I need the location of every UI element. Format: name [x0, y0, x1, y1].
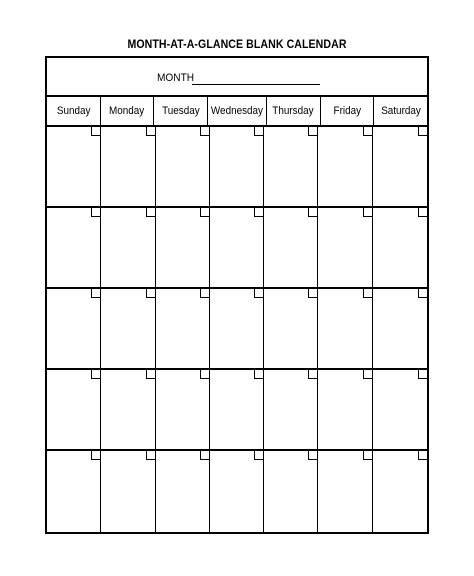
date-number-box: [91, 208, 100, 217]
weekday-header-monday: [101, 97, 155, 125]
date-number-box: [308, 451, 317, 460]
weekday-header-tuesday: [154, 97, 208, 125]
day-cell: [210, 289, 264, 370]
weekday-label: Monday: [109, 105, 145, 117]
date-number-box: [146, 127, 155, 136]
day-cell: [373, 451, 427, 532]
day-cell: [156, 370, 210, 451]
day-cell: [210, 127, 264, 208]
date-number-box: [200, 289, 209, 298]
day-cell: [156, 208, 210, 289]
date-number-box: [254, 451, 263, 460]
date-number-box: [200, 370, 209, 379]
date-number-box: [254, 370, 263, 379]
day-cell: [318, 208, 372, 289]
day-cell: [101, 451, 155, 532]
date-number-box: [418, 451, 427, 460]
day-cell: [210, 208, 264, 289]
day-cell: [156, 451, 210, 532]
day-cell: [318, 289, 372, 370]
date-number-box: [418, 127, 427, 136]
day-cell: [264, 370, 318, 451]
weekday-label: Wednesday: [210, 105, 264, 117]
date-number-box: [308, 370, 317, 379]
day-cell: [373, 208, 427, 289]
date-number-box: [91, 370, 100, 379]
date-number-box: [146, 208, 155, 217]
date-number-box: [418, 208, 427, 217]
day-cell: [264, 451, 318, 532]
day-cell: [318, 370, 372, 451]
day-cell: [210, 370, 264, 451]
month-label: MONTH: [157, 72, 195, 84]
date-number-box: [91, 127, 100, 136]
day-cell: [47, 289, 101, 370]
date-number-box: [363, 127, 372, 136]
day-cell: [264, 127, 318, 208]
month-row: [47, 58, 427, 97]
date-number-box: [91, 289, 100, 298]
day-cell: [47, 451, 101, 532]
weekday-header-wednesday: [208, 97, 267, 125]
day-cell: [373, 127, 427, 208]
date-number-box: [146, 451, 155, 460]
day-cell: [47, 127, 101, 208]
weekday-label: Saturday: [380, 105, 421, 117]
day-cell: [101, 127, 155, 208]
day-cell: [373, 289, 427, 370]
date-number-box: [363, 289, 372, 298]
date-number-box: [254, 289, 263, 298]
date-number-box: [254, 127, 263, 136]
date-number-box: [308, 127, 317, 136]
date-number-box: [418, 370, 427, 379]
day-cell: [264, 289, 318, 370]
date-number-box: [146, 370, 155, 379]
date-number-box: [200, 208, 209, 217]
date-number-box: [308, 289, 317, 298]
date-number-box: [200, 127, 209, 136]
date-number-box: [200, 451, 209, 460]
day-cell: [101, 370, 155, 451]
day-cell: [210, 451, 264, 532]
date-number-box: [254, 208, 263, 217]
date-number-box: [146, 289, 155, 298]
date-number-box: [363, 370, 372, 379]
date-number-box: [363, 208, 372, 217]
weekday-label: Friday: [333, 105, 361, 117]
weekday-label: Tuesday: [161, 105, 200, 117]
date-number-box: [363, 451, 372, 460]
day-cell: [318, 451, 372, 532]
weekday-header-friday: [321, 97, 375, 125]
day-cell: [47, 208, 101, 289]
date-number-box: [308, 208, 317, 217]
day-cell: [373, 370, 427, 451]
month-fill-line: [192, 84, 320, 85]
day-cell: [318, 127, 372, 208]
page-title: MONTH-AT-A-GLANCE BLANK CALENDAR: [127, 37, 347, 51]
day-grid: [47, 127, 427, 532]
day-cell: [101, 289, 155, 370]
weekday-label: Thursday: [272, 105, 314, 117]
weekday-label: Sunday: [56, 105, 91, 117]
day-cell: [156, 289, 210, 370]
day-cell: [264, 208, 318, 289]
day-cell: [156, 127, 210, 208]
calendar-frame: [45, 56, 429, 534]
weekday-header-saturday: [374, 97, 427, 125]
day-cell: [47, 370, 101, 451]
day-cell: [101, 208, 155, 289]
date-number-box: [418, 289, 427, 298]
weekday-header-sunday: [47, 97, 101, 125]
weekday-header-thursday: [267, 97, 321, 125]
date-number-box: [91, 451, 100, 460]
weekday-header-row: [47, 97, 427, 127]
